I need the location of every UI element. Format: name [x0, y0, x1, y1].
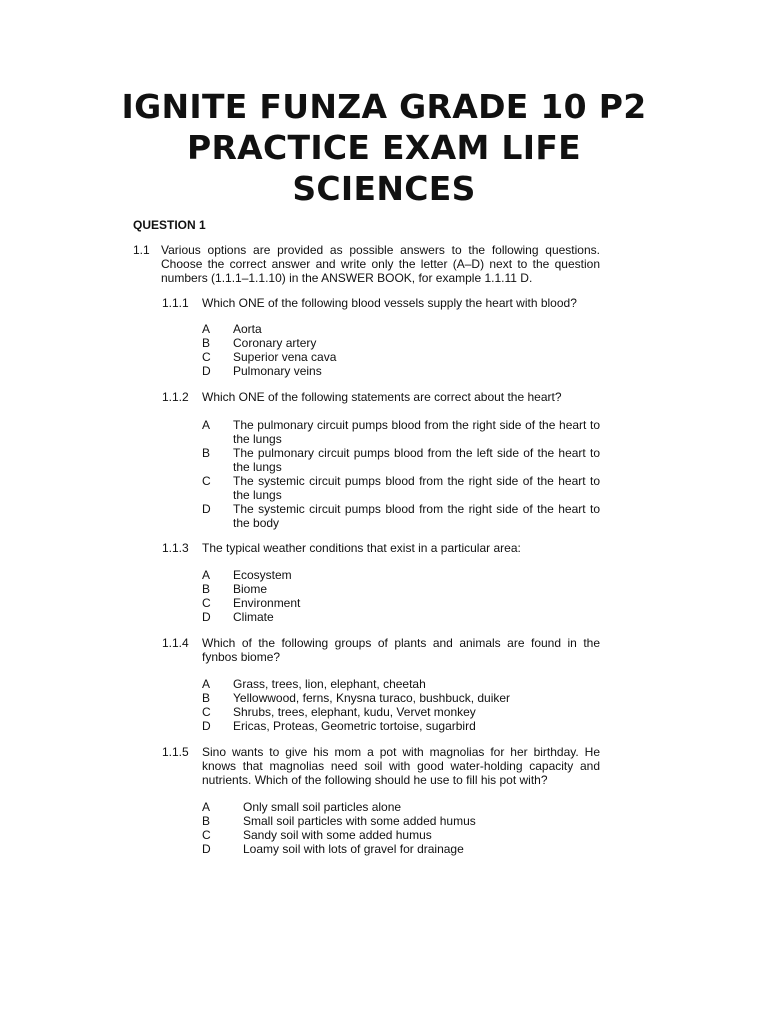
option-text: The systemic circuit pumps blood from the right side of the heart to the lungs [233, 474, 600, 502]
option-letter: B [202, 336, 211, 350]
option-text: Biome [233, 582, 268, 596]
option-list [202, 568, 600, 624]
option-a [202, 418, 600, 446]
option-letter: A [202, 677, 211, 691]
instructions-text: Various options are provided as possible answers to the following questions. Choose the correct answer and write only the letter (A–D) next to the question numbers (1.1.1–1.1.10) in the ANSWER BOOK, for example 1.1.11 D. [161, 243, 600, 285]
option-text: Yellowwood, ferns, Knysna turaco, bushbuck, duiker [233, 691, 511, 705]
option-b [202, 814, 600, 828]
option-d [202, 719, 600, 733]
option-c [202, 828, 600, 842]
option-text: Small soil particles with some added humus [243, 814, 476, 828]
option-list [202, 677, 600, 733]
option-text: Aorta [233, 322, 262, 336]
question-text: Which ONE of the following blood vessels supply the heart with blood? [202, 296, 577, 310]
option-list [202, 418, 600, 530]
option-b [202, 336, 600, 350]
document-title [60, 86, 708, 209]
option-text: Environment [233, 596, 301, 610]
option-d [202, 610, 600, 624]
title-line-1: IGNITE FUNZA GRADE 10 P2 [121, 87, 647, 126]
option-letter: C [202, 596, 211, 610]
option-text: Grass, trees, lion, elephant, cheetah [233, 677, 426, 691]
option-letter: B [202, 691, 211, 705]
question-text: Which ONE of the following statements are correct about the heart? [202, 390, 562, 404]
option-letter: C [202, 828, 211, 842]
option-letter: A [202, 322, 211, 336]
question-number: 1.1.5 [162, 745, 189, 759]
option-text: Climate [233, 610, 274, 624]
option-a [202, 800, 600, 814]
question-1-1-4 [162, 636, 600, 733]
question-text: The typical weather conditions that exist in a particular area: [202, 541, 521, 555]
option-text: Loamy soil with lots of gravel for drainage [243, 842, 464, 856]
option-c [202, 350, 600, 364]
option-a [202, 677, 600, 691]
option-d [202, 502, 600, 530]
option-letter: A [202, 800, 211, 814]
question-number: 1.1.4 [162, 636, 189, 650]
option-b [202, 691, 600, 705]
question-number: 1.1.2 [162, 390, 189, 404]
option-text: Sandy soil with some added humus [243, 828, 432, 842]
option-c [202, 474, 600, 502]
option-letter: C [202, 350, 211, 364]
question-number: 1.1.1 [162, 296, 189, 310]
option-text: The systemic circuit pumps blood from the right side of the heart to the body [233, 502, 600, 530]
option-text: Superior vena cava [233, 350, 337, 364]
option-text: Ecosystem [233, 568, 292, 582]
option-text: Coronary artery [233, 336, 317, 350]
question-1-1-3 [162, 541, 600, 624]
option-d [202, 364, 600, 378]
option-letter: A [202, 568, 211, 582]
option-letter: B [202, 582, 211, 596]
title-line-3: SCIENCES [292, 169, 476, 208]
question-1-1-2 [162, 390, 600, 530]
option-text: The pulmonary circuit pumps blood from the right side of the heart to the lungs [233, 418, 600, 446]
question-number: 1.1.3 [162, 541, 189, 555]
title-line-2: PRACTICE EXAM LIFE [186, 128, 582, 167]
option-b [202, 446, 600, 474]
option-text: Ericas, Proteas, Geometric tortoise, sugarbird [233, 719, 476, 733]
question-text: Which of the following groups of plants and animals are found in the fynbos biome? [202, 636, 600, 664]
option-text: Only small soil particles alone [243, 800, 402, 814]
question-1-1-1 [162, 296, 600, 378]
instructions-number: 1.1 [133, 243, 150, 257]
option-letter: B [202, 446, 211, 460]
question-heading: QUESTION 1 [133, 218, 206, 232]
option-a [202, 322, 600, 336]
option-d [202, 842, 600, 856]
option-list [202, 322, 600, 378]
option-letter: D [202, 719, 211, 733]
option-letter: D [202, 842, 211, 856]
option-letter: A [202, 418, 211, 432]
option-letter: D [202, 610, 211, 624]
instructions [133, 243, 600, 285]
option-letter: C [202, 474, 211, 488]
question-text: Sino wants to give his mom a pot with magnolias for her birthday. He knows that magnolias need soil with good water-holding capacity and nutrients. Which of the following should he use to fill his pot with? [202, 745, 600, 787]
option-letter: B [202, 814, 211, 828]
option-letter: D [202, 502, 211, 516]
option-c [202, 705, 600, 719]
option-a [202, 568, 600, 582]
option-c [202, 596, 600, 610]
option-text: The pulmonary circuit pumps blood from the left side of the heart to the lungs [233, 446, 600, 474]
option-text: Pulmonary veins [233, 364, 322, 378]
question-1-1-5 [162, 745, 600, 856]
option-letter: D [202, 364, 211, 378]
option-list [202, 800, 600, 856]
option-b [202, 582, 600, 596]
option-text: Shrubs, trees, elephant, kudu, Vervet monkey [233, 705, 476, 719]
option-letter: C [202, 705, 211, 719]
